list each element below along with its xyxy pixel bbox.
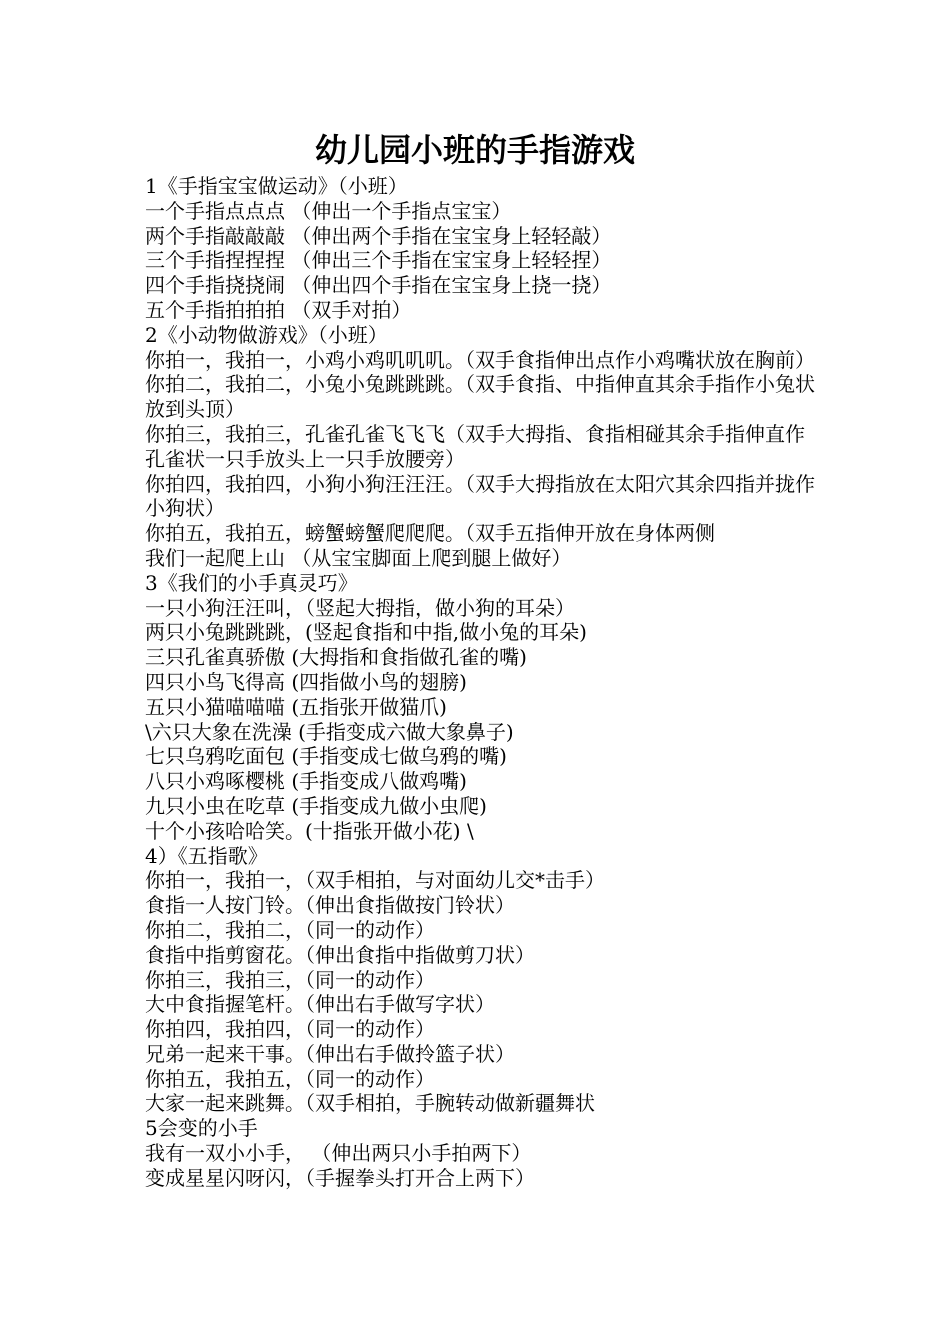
- text-line: 4）《五指歌》: [145, 843, 268, 868]
- text-line: 四只小鸟飞得高 (四指做小鸟的翅膀): [145, 669, 467, 694]
- text-line: \六只大象在洗澡 (手指变成六做大象鼻子): [145, 719, 514, 744]
- text-line: 食指中指剪窗花。（伸出食指中指做剪刀状）: [145, 942, 535, 967]
- text-line: 我有一双小小手， （伸出两只小手拍两下）: [145, 1141, 532, 1166]
- text-line: 3《我们的小手真灵巧》: [145, 570, 358, 595]
- text-line: 三个手指捏捏捏 （伸出三个手指在宝宝身上轻轻捏）: [145, 248, 612, 273]
- text-line: 两个手指敲敲敲 （伸出两个手指在宝宝身上轻轻敲）: [145, 223, 612, 248]
- text-line: 大家一起来跳舞。（双手相拍，手腕转动做新疆舞状: [145, 1091, 595, 1116]
- text-line: 食指一人按门铃。（伸出食指做按门铃状）: [145, 893, 515, 918]
- text-line: 你拍二，我拍二，（同一的动作）: [145, 917, 435, 942]
- text-line: 三只孔雀真骄傲 (大拇指和食指做孔雀的嘴): [145, 645, 527, 670]
- text-line: 你拍五，我拍五，螃蟹螃蟹爬爬爬。（双手五指伸开放在身体两侧: [145, 521, 715, 546]
- text-line: 十个小孩哈哈笑。(十指张开做小花) \: [145, 818, 474, 843]
- text-line: 七只乌鸦吃面包 (手指变成七做乌鸦的嘴): [145, 744, 507, 769]
- text-line: 两只小兔跳跳跳，(竖起食指和中指,做小兔的耳朵): [145, 620, 587, 645]
- text-line: 五只小猫喵喵喵 (五指张开做猫爪): [145, 694, 447, 719]
- text-line: 你拍三，我拍三，孔雀孔雀飞飞飞（双手大拇指、食指相碰其余手指伸直作孔雀状一只手放头上一只手放腰旁）: [145, 421, 805, 471]
- text-line: 我们一起爬上山 （从宝宝脚面上爬到腿上做好）: [145, 545, 572, 570]
- text-line: 你拍一，我拍一，（双手相拍，与对面幼儿交*击手）: [145, 868, 605, 893]
- text-line: 2《小动物做游戏》（小班）: [145, 322, 388, 347]
- text-line: 五个手指拍拍拍 （双手对拍）: [145, 297, 412, 322]
- document-title: 幼儿园小班的手指游戏: [314, 131, 635, 169]
- text-line: 大中食指握笔杆。（伸出右手做写字状）: [145, 992, 495, 1017]
- text-line: 你拍四，我拍四，（同一的动作）: [145, 1017, 435, 1042]
- text-line: 你拍三，我拍三，（同一的动作）: [145, 967, 435, 992]
- text-line: 你拍五，我拍五，（同一的动作）: [145, 1066, 435, 1091]
- text-line: 一个手指点点点 （伸出一个手指点宝宝）: [145, 198, 512, 223]
- text-line: 5会变的小手: [145, 1116, 258, 1141]
- text-line: 四个手指挠挠闹 （伸出四个手指在宝宝身上挠一挠）: [145, 273, 612, 298]
- text-line: 兄弟一起来干事。（伸出右手做拎篮子状）: [145, 1041, 515, 1066]
- text-line: 九只小虫在吃草 (手指变成九做小虫爬): [145, 793, 487, 818]
- text-line: 一只小狗汪汪叫，（竖起大拇指，做小狗的耳朵）: [145, 595, 575, 620]
- text-line: 变成星星闪呀闪，（手握拳头打开合上两下）: [145, 1165, 535, 1190]
- text-line: 你拍一，我拍一，小鸡小鸡叽叽叽。（双手食指伸出点作小鸡嘴状放在胸前）: [145, 347, 815, 372]
- document-body: [145, 174, 815, 1191]
- text-line: 八只小鸡啄樱桃 (手指变成八做鸡嘴): [145, 769, 467, 794]
- text-line: 1《手指宝宝做运动》（小班）: [145, 174, 408, 198]
- text-line: 你拍四，我拍四，小狗小狗汪汪汪。（双手大拇指放在太阳穴其余四指并拢作小狗状）: [145, 471, 815, 521]
- text-line: 你拍二，我拍二，小兔小兔跳跳跳。（双手食指、中指伸直其余手指作小兔状放到头顶）: [145, 372, 815, 422]
